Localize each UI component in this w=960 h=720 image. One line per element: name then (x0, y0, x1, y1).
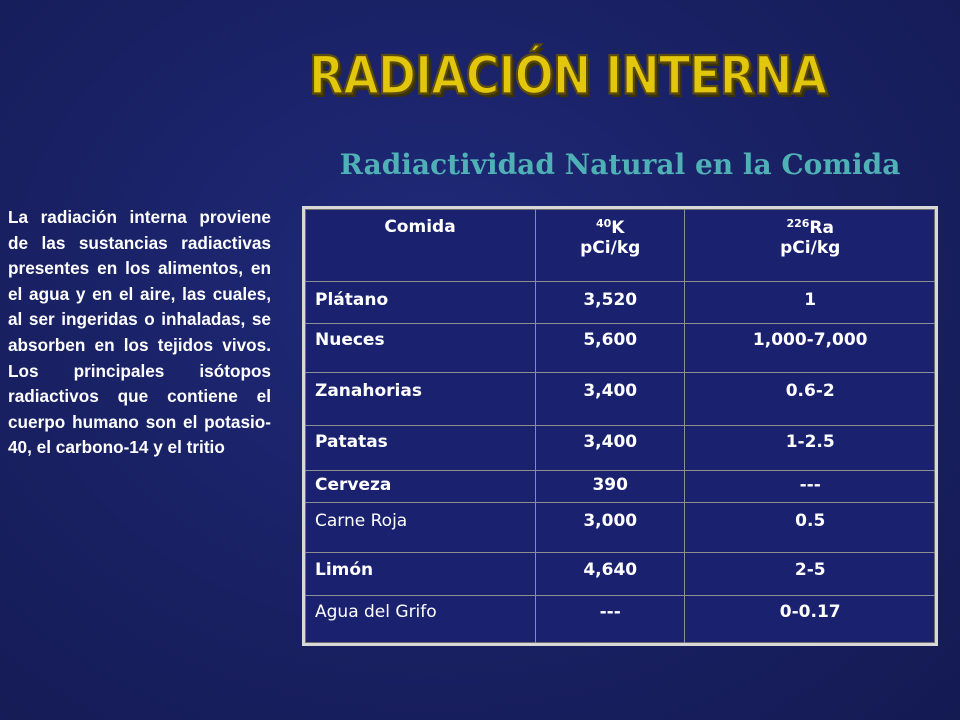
cell-ra226: 2-5 (685, 553, 937, 596)
header-food-label: Comida (384, 217, 456, 237)
table-row (304, 471, 937, 503)
header-k40-mass-number: 40 (595, 217, 612, 230)
cell-k40: 3,400 (536, 426, 685, 471)
cell-ra226: 1-2.5 (685, 426, 937, 471)
slide-title (0, 43, 960, 107)
table-row (304, 373, 937, 426)
cell-k40: 390 (536, 471, 685, 503)
cell-k40: 3,400 (536, 373, 685, 426)
cell-k40: 5,600 (536, 324, 685, 373)
slide-subtitle: Radiactividad Natural en la Comida (339, 148, 901, 181)
cell-food: Patatas (304, 426, 536, 471)
header-ra226-mass-number: 226 (786, 217, 810, 230)
header-ra226 (685, 208, 937, 282)
table-row (304, 426, 937, 471)
header-k40-unit: pCi/kg (580, 238, 641, 258)
food-radioactivity-table (302, 206, 938, 646)
header-k40 (536, 208, 685, 282)
cell-ra226: 0-0.17 (685, 596, 937, 645)
cell-k40: 3,000 (536, 503, 685, 553)
table-header-row (304, 208, 937, 282)
header-food (304, 208, 536, 282)
cell-ra226: --- (685, 471, 937, 503)
cell-food: Zanahorias (304, 373, 536, 426)
cell-ra226: 0.6-2 (685, 373, 937, 426)
header-k40-symbol: K (611, 218, 625, 238)
header-ra226-symbol: Ra (809, 218, 834, 238)
cell-food: Limón (304, 553, 536, 596)
cell-food: Carne Roja (304, 503, 536, 553)
table-row (304, 503, 937, 553)
cell-food: Agua del Grifo (304, 596, 536, 645)
table-row (304, 324, 937, 373)
cell-food: Plátano (304, 282, 536, 324)
table-row (304, 282, 937, 324)
cell-k40: 4,640 (536, 553, 685, 596)
table-row (304, 553, 937, 596)
cell-ra226: 1 (685, 282, 937, 324)
cell-food: Nueces (304, 324, 536, 373)
description-paragraph: La radiación interna proviene de las sustancias radiactivas presentes en los alimentos, en el agua y en el aire, las cuales, al ser ingeridas o inhaladas, se absorben en los tejidos vivos. Los principales isótopos radiactivos que contiene el cuerpo humano son el potasio-40, el carbono-14 y el tritio (8, 207, 271, 458)
cell-k40: 3,520 (536, 282, 685, 324)
header-ra226-unit: pCi/kg (780, 238, 841, 258)
slide-title-text: RADIACIÓN INTERNA (308, 43, 827, 107)
cell-ra226: 1,000-7,000 (685, 324, 937, 373)
table-row (304, 596, 937, 645)
cell-k40: --- (536, 596, 685, 645)
cell-food: Cerveza (304, 471, 536, 503)
cell-ra226: 0.5 (685, 503, 937, 553)
